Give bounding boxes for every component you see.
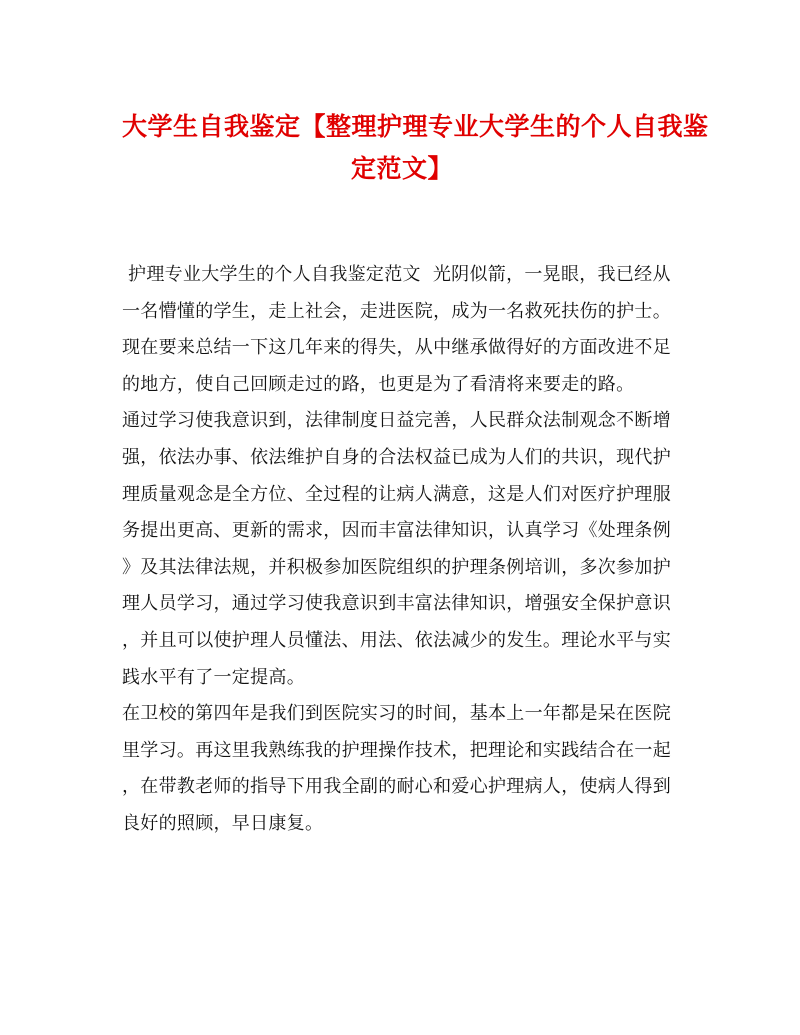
body-line: 理人员学习，通过学习使我意识到丰富法律知识，增强安全保护意识 — [122, 593, 671, 615]
title-line-2: 定范文】 — [350, 154, 453, 183]
body-line: 的地方，使自己回顾走过的路，也更是为了看清将来要走的路。 — [122, 373, 635, 395]
body-line: 在卫校的第四年是我们到医院实习的时间，基本上一年都是呆在医院 — [122, 703, 671, 725]
document-body — [122, 257, 682, 843]
body-line: 理质量观念是全方位、全过程的让病人满意，这是人们对医疗护理服 — [122, 483, 671, 505]
body-line: 务提出更高、更新的需求，因而丰富法律知识，认真学习《处理条例 — [122, 520, 671, 542]
body-line: 一名懵懂的学生，走上社会，走进医院，成为一名救死扶伤的护士。 — [122, 300, 671, 322]
body-line: 里学习。再这里我熟练我的护理操作技术，把理论和实践结合在一起 — [122, 739, 671, 761]
body-line: 》及其法律法规，并积极参加医院组织的护理条例培训，多次参加护 — [122, 556, 671, 578]
body-line: 强，依法办事、依法维护自身的合法权益已成为人们的共识，现代护 — [122, 446, 671, 468]
body-line: 护理专业大学生的个人自我鉴定范文 光阴似箭，一晃眼，我已经从 — [122, 264, 671, 285]
title-line-1: 大学生自我鉴定【整理护理专业大学生的个人自我鉴 — [122, 112, 709, 141]
body-line: ，在带教老师的指导下用我全副的耐心和爱心护理病人，使病人得到 — [122, 776, 671, 798]
body-line: 现在要来总结一下这几年来的得失，从中继承做得好的方面改进不足 — [122, 337, 671, 359]
document-title — [122, 106, 709, 190]
body-line: 良好的照顾，早日康复。 — [122, 812, 324, 834]
body-line: ，并且可以使护理人员懂法、用法、依法减少的发生。理论水平与实 — [122, 629, 671, 651]
body-line: 通过学习使我意识到，法律制度日益完善，人民群众法制观念不断增 — [122, 410, 671, 432]
body-line: 践水平有了一定提高。 — [122, 666, 305, 688]
